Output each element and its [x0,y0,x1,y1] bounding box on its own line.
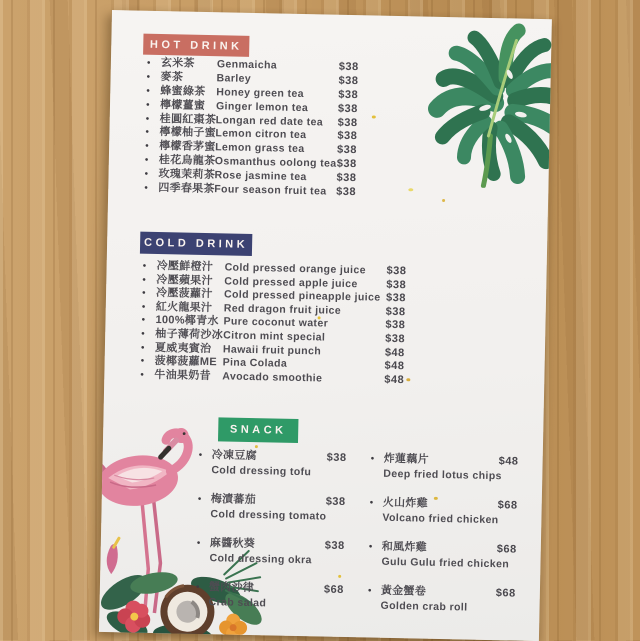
item-price: $38 [385,291,407,305]
bullet-icon: • [144,154,149,167]
item-name-en: Golden crab roll [380,599,468,614]
monstera-leaf-illustration [423,17,552,190]
bullet-icon: • [370,453,375,465]
item-name-zh: 冷壓鮮橙汁 [156,259,214,274]
item-name-zh: 冷壓菠蘿汁 [155,287,213,301]
item-price: $38 [338,60,359,74]
item-name-zh: 炸蓮藕片 [383,452,429,466]
bullet-icon: • [198,449,203,461]
item-name-zh: 梅漬蕃茄 [210,493,257,507]
item-price: $38 [336,144,358,157]
item-price: $38 [338,88,359,101]
item-name-zh: 紅火龍果汁 [155,300,213,314]
bullet-icon: • [146,57,151,69]
item-name-zh: 玄米茶 [160,57,195,70]
item-name-en: Cold dressing tomato [210,508,327,523]
item-name-en: Hawaii fruit punch [222,342,322,358]
snack-list-right-column [367,451,539,630]
menu-item [197,491,366,526]
item-name-zh: 黃金蟹卷 [380,584,427,598]
section-header-snack: SNACK [218,417,298,443]
item-name-en: Avocado smoothie [222,370,323,385]
item-name-zh: 四季春果茶 [158,182,215,196]
item-price: $68 [497,499,518,512]
menu-item [370,451,539,486]
item-name-zh: 蜂蜜綠茶 [160,84,206,98]
item-name-zh: 夏威夷賓治 [154,341,212,355]
item-price: $38 [337,130,358,143]
menu-item [367,582,536,617]
menu-item [195,579,364,614]
item-name-en: Longan red date tea [215,113,324,129]
item-price: $48 [384,373,405,386]
item-name-en: Ginger lemon tea [215,99,309,114]
item-name-en: Rose jasmine tea [214,169,307,184]
item-name-zh: 檸檬香茅蜜 [159,140,216,154]
item-name-en: Deep fried lotus chips [383,467,502,483]
item-price: $38 [325,495,346,508]
item-name-en: Cold dressing tofu [211,464,312,479]
item-name-en: Gulu Gulu fried chicken [381,555,510,571]
item-price: $38 [336,157,357,171]
bullet-icon: • [195,581,200,593]
item-price: $38 [385,305,406,318]
paper-speck [408,188,413,191]
menu-item [369,495,538,530]
item-price: $38 [337,116,358,129]
item-price: $68 [495,587,516,600]
item-name-zh: 麻醬秋葵 [209,537,256,551]
section-header-cold-drink: COLD DRINK [140,232,252,256]
bullet-icon: • [197,493,202,505]
item-name-zh: 柚子薄荷沙冰 [155,327,224,342]
item-name-zh: 冷凍豆腐 [211,449,258,463]
item-name-zh: 和風炸雞 [381,540,428,554]
bullet-icon: • [144,168,149,180]
paper-speck [442,199,445,202]
item-price: $38 [385,332,406,346]
cold-drink-list [140,260,426,388]
item-name-zh: 桂花烏龍茶 [158,154,216,168]
bullet-icon: • [146,71,151,83]
item-price: $38 [336,185,357,199]
item-name-en: Barley [216,72,252,85]
hot-drink-list [144,57,379,201]
bullet-icon: • [145,141,149,153]
bullet-icon: • [142,260,147,272]
item-price: $38 [338,74,359,88]
item-name-zh: 檸檬柚子蜜 [159,126,217,140]
bullet-icon: • [142,274,146,286]
section-header-hot-drink: HOT DRINK [143,34,249,57]
item-name-en: Honey green tea [216,85,305,100]
item-name-en: Lemon grass tea [215,141,305,156]
bullet-icon: • [145,113,150,125]
item-price: $68 [323,583,344,596]
bullet-icon: • [141,328,145,340]
item-name-zh: 桂圓紅棗茶 [159,112,217,126]
item-name-en: Volcano fried chicken [382,511,499,527]
bullet-icon: • [140,342,145,354]
item-price: $48 [498,455,519,468]
item-price: $38 [324,539,345,552]
item-name-zh: 菠椰菠蘿ME [154,355,218,369]
bullet-icon: • [145,127,150,139]
item-name-zh: 蟹肉沙律 [208,581,255,595]
item-name-en: Red dragon fruit juice [223,302,342,317]
item-name-en: Lemon citron tea [215,127,307,142]
item-price: $38 [386,264,407,278]
item-name-en: Pure coconut water [223,315,329,330]
item-name-zh: 檸檬薑蜜 [159,98,206,112]
bullet-icon: • [144,182,148,194]
item-price: $68 [496,543,517,556]
item-price: $48 [384,359,405,373]
item-name-zh: 100%椰青水 [155,314,219,328]
bullet-icon: • [141,315,146,327]
item-price: $38 [336,171,357,185]
menu-item [368,538,537,573]
item-name-en: Genmaicha [216,58,278,72]
item-name-en: Citron mint special [223,329,326,344]
menu-paper [99,10,552,641]
item-price: $48 [384,346,405,359]
item-name-en: Cold pressed orange juice [224,261,367,277]
item-name-en: Cold pressed pineapple juice [223,288,381,304]
bullet-icon: • [141,301,146,313]
bullet-icon: • [140,355,145,367]
bullet-icon: • [145,99,150,111]
item-name-zh: 牛油果奶昔 [154,368,211,382]
item-name-en: Pina Colada [222,356,288,370]
bullet-icon: • [368,541,373,553]
item-price: $38 [337,102,358,115]
bullet-icon: • [367,585,372,597]
item-name-en: Four season fruit tea [214,183,327,198]
item-price: $38 [385,319,406,332]
bullet-icon: • [140,369,144,381]
menu-item [196,535,365,570]
item-name-en: Cold dressing okra [209,552,312,567]
item-price: $38 [386,278,407,291]
bullet-icon: • [146,85,150,97]
item-name-zh: 冷壓蘋果汁 [156,273,213,287]
bullet-icon: • [196,537,201,549]
item-name-en: Crab salad [208,596,267,610]
snack-list-left-column [195,447,367,626]
bullet-icon: • [141,287,146,299]
bullet-icon: • [369,497,374,509]
menu-item [198,447,367,482]
item-name-zh: 麥茶 [160,70,184,84]
item-name-en: Osmanthus oolong tea [214,155,337,170]
item-name-en: Cold pressed apple juice [224,275,358,290]
item-price: $38 [326,451,347,465]
item-name-zh: 玫瑰茉莉茶 [158,168,216,182]
item-name-zh: 火山炸雞 [382,496,429,510]
